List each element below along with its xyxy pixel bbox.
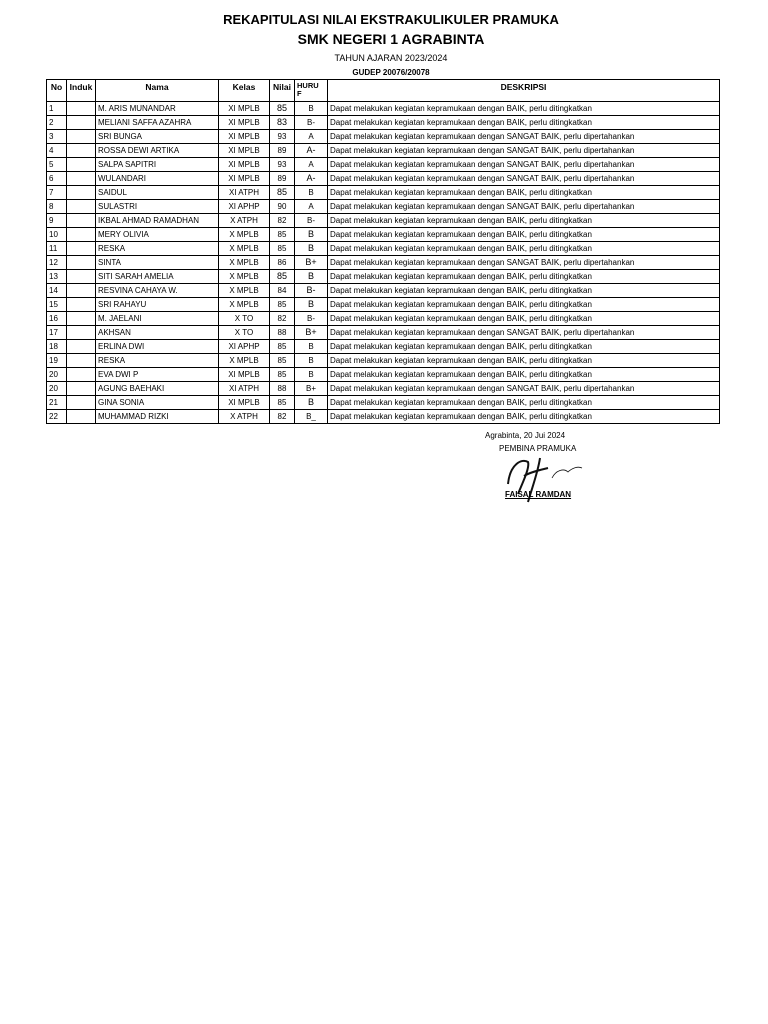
huruf-cell: A [295,158,328,172]
table-row [47,242,720,256]
nama-cell: MELIANI SAFFA AZAHRA [96,116,219,130]
induk-cell [67,214,96,228]
no-cell: 20 [47,368,67,382]
no-cell: 6 [47,172,67,186]
deskripsi-cell: Dapat melakukan kegiatan kepramukaan dengan SANGAT BAIK, perlu dipertahankan [328,144,720,158]
no-cell: 22 [47,410,67,424]
nilai-cell: 93 [270,158,295,172]
signatory-name: FAISAL RAMDAN [505,490,572,499]
nama-cell: SALPA SAPITRI [96,158,219,172]
nama-cell: SAIDUL [96,186,219,200]
nama-cell: M. ARIS MUNANDAR [96,102,219,116]
nama-cell: MERY OLIVIA [96,228,219,242]
table-row [47,410,720,424]
no-cell: 1 [47,102,67,116]
induk-cell [67,144,96,158]
nilai-cell: 85 [270,368,295,382]
kelas-cell: XI MPLB [219,396,270,410]
kelas-cell: X ATPH [219,214,270,228]
table-row [47,354,720,368]
table-row [47,172,720,186]
nama-cell: RESKA [96,242,219,256]
induk-cell [67,396,96,410]
table-row [47,326,720,340]
induk-cell [67,158,96,172]
nama-cell: SRI RAHAYU [96,298,219,312]
induk-cell [67,130,96,144]
col-no: No [47,80,67,102]
nilai-cell: 85 [270,242,295,256]
nilai-cell: 85 [270,270,295,284]
huruf-cell: B- [295,214,328,228]
deskripsi-cell: Dapat melakukan kegiatan kepramukaan dengan BAIK, perlu ditingkatkan [328,228,720,242]
deskripsi-cell: Dapat melakukan kegiatan kepramukaan dengan BAIK, perlu ditingkatkan [328,116,720,130]
induk-cell [67,270,96,284]
huruf-cell: B+ [295,256,328,270]
col-deskripsi: DESKRIPSI [328,80,720,102]
deskripsi-cell: Dapat melakukan kegiatan kepramukaan dengan SANGAT BAIK, perlu dipertahankan [328,172,720,186]
nama-cell: SULASTRI [96,200,219,214]
kelas-cell: XI MPLB [219,116,270,130]
huruf-cell: B [295,228,328,242]
nama-cell: RESKA [96,354,219,368]
deskripsi-cell: Dapat melakukan kegiatan kepramukaan dengan BAIK, perlu ditingkatkan [328,396,720,410]
no-cell: 11 [47,242,67,256]
signature-role: PEMBINA PRAMUKA [499,444,577,453]
nilai-cell: 85 [270,298,295,312]
huruf-cell: B+ [295,326,328,340]
table-row [47,298,720,312]
huruf-cell: B [295,368,328,382]
kelas-cell: XI APHP [219,200,270,214]
table-header-row [47,80,720,102]
no-cell: 20 [47,382,67,396]
deskripsi-cell: Dapat melakukan kegiatan kepramukaan dengan BAIK, perlu ditingkatkan [328,270,720,284]
induk-cell [67,368,96,382]
kelas-cell: X MPLB [219,284,270,298]
no-cell: 5 [47,158,67,172]
induk-cell [67,228,96,242]
kelas-cell: XI APHP [219,340,270,354]
huruf-cell: B [295,102,328,116]
grades-table [46,79,720,424]
deskripsi-cell: Dapat melakukan kegiatan kepramukaan dengan SANGAT BAIK, perlu dipertahankan [328,326,720,340]
table-row [47,116,720,130]
huruf-cell: B [295,298,328,312]
kelas-cell: X MPLB [219,298,270,312]
no-cell: 13 [47,270,67,284]
table-row [47,102,720,116]
table-row [47,200,720,214]
table-row [47,214,720,228]
kelas-cell: XI MPLB [219,130,270,144]
huruf-cell: B [295,270,328,284]
kelas-cell: X MPLB [219,228,270,242]
no-cell: 12 [47,256,67,270]
table-row [47,228,720,242]
nama-cell: RESVINA CAHAYA W. [96,284,219,298]
nama-cell: AGUNG BAEHAKI [96,382,219,396]
no-cell: 2 [47,116,67,130]
huruf-cell: B- [295,312,328,326]
no-cell: 3 [47,130,67,144]
deskripsi-cell: Dapat melakukan kegiatan kepramukaan dengan BAIK, perlu ditingkatkan [328,312,720,326]
deskripsi-cell: Dapat melakukan kegiatan kepramukaan dengan BAIK, perlu ditingkatkan [328,284,720,298]
table-row [47,144,720,158]
induk-cell [67,284,96,298]
nama-cell: GINA SONIA [96,396,219,410]
induk-cell [67,382,96,396]
induk-cell [67,298,96,312]
kelas-cell: XI ATPH [219,382,270,396]
table-body [47,102,720,424]
deskripsi-cell: Dapat melakukan kegiatan kepramukaan dengan BAIK, perlu ditingkatkan [328,214,720,228]
huruf-cell: B [295,340,328,354]
deskripsi-cell: Dapat melakukan kegiatan kepramukaan dengan SANGAT BAIK, perlu dipertahankan [328,130,720,144]
kelas-cell: XI MPLB [219,158,270,172]
nama-cell: SITI SARAH AMELIA [96,270,219,284]
table-row [47,130,720,144]
huruf-cell: A [295,200,328,214]
no-cell: 18 [47,340,67,354]
nama-cell: IKBAL AHMAD RAMADHAN [96,214,219,228]
deskripsi-cell: Dapat melakukan kegiatan kepramukaan dengan BAIK, perlu ditingkatkan [328,354,720,368]
induk-cell [67,354,96,368]
nilai-cell: 88 [270,382,295,396]
table-row [47,368,720,382]
no-cell: 17 [47,326,67,340]
col-nama: Nama [96,80,219,102]
nilai-cell: 85 [270,340,295,354]
nama-cell: MUHAMMAD RIZKI [96,410,219,424]
no-cell: 21 [47,396,67,410]
col-huruf: HURU F [295,80,328,102]
school-name: SMK NEGERI 1 AGRABINTA [297,31,485,47]
nilai-cell: 88 [270,326,295,340]
table-row [47,186,720,200]
no-cell: 16 [47,312,67,326]
kelas-cell: X MPLB [219,354,270,368]
nilai-cell: 82 [270,410,295,424]
nilai-cell: 85 [270,102,295,116]
table-row [47,256,720,270]
nilai-cell: 93 [270,130,295,144]
induk-cell [67,172,96,186]
huruf-cell: B [295,396,328,410]
nama-cell: EVA DWI P [96,368,219,382]
nama-cell: AKHSAN [96,326,219,340]
nilai-cell: 85 [270,354,295,368]
deskripsi-cell: Dapat melakukan kegiatan kepramukaan dengan BAIK, perlu ditingkatkan [328,102,720,116]
table-row [47,382,720,396]
signature-date: Agrabinta, 20 Jui 2024 [485,431,566,440]
nama-cell: SINTA [96,256,219,270]
induk-cell [67,410,96,424]
induk-cell [67,312,96,326]
kelas-cell: XI ATPH [219,186,270,200]
nama-cell: M. JAELANI [96,312,219,326]
deskripsi-cell: Dapat melakukan kegiatan kepramukaan dengan BAIK, perlu ditingkatkan [328,368,720,382]
table-row [47,158,720,172]
induk-cell [67,242,96,256]
deskripsi-cell: Dapat melakukan kegiatan kepramukaan dengan SANGAT BAIK, perlu dipertahankan [328,200,720,214]
induk-cell [67,256,96,270]
nama-cell: SRI BUNGA [96,130,219,144]
induk-cell [67,340,96,354]
kelas-cell: X MPLB [219,256,270,270]
nilai-cell: 84 [270,284,295,298]
table-row [47,270,720,284]
kelas-cell: X ATPH [219,410,270,424]
kelas-cell: X TO [219,312,270,326]
induk-cell [67,116,96,130]
nilai-cell: 89 [270,144,295,158]
deskripsi-cell: Dapat melakukan kegiatan kepramukaan dengan SANGAT BAIK, perlu dipertahankan [328,382,720,396]
deskripsi-cell: Dapat melakukan kegiatan kepramukaan dengan SANGAT BAIK, perlu dipertahankan [328,158,720,172]
huruf-cell: A- [295,144,328,158]
table-row [47,396,720,410]
deskripsi-cell: Dapat melakukan kegiatan kepramukaan dengan BAIK, perlu ditingkatkan [328,242,720,256]
nilai-cell: 82 [270,214,295,228]
huruf-cell: B- [295,284,328,298]
induk-cell [67,200,96,214]
induk-cell [67,102,96,116]
kelas-cell: XI MPLB [219,144,270,158]
deskripsi-cell: Dapat melakukan kegiatan kepramukaan dengan BAIK, perlu ditingkatkan [328,410,720,424]
no-cell: 19 [47,354,67,368]
nilai-cell: 89 [270,172,295,186]
kelas-cell: X MPLB [219,270,270,284]
no-cell: 7 [47,186,67,200]
kelas-cell: XI MPLB [219,172,270,186]
no-cell: 10 [47,228,67,242]
nilai-cell: 86 [270,256,295,270]
nama-cell: ERLINA DWI [96,340,219,354]
induk-cell [67,186,96,200]
no-cell: 8 [47,200,67,214]
nilai-cell: 85 [270,186,295,200]
huruf-cell: A- [295,172,328,186]
huruf-cell: B [295,242,328,256]
huruf-cell: B_ [295,410,328,424]
nilai-cell: 82 [270,312,295,326]
academic-year: TAHUN AJARAN 2023/2024 [334,53,448,63]
kelas-cell: X MPLB [219,242,270,256]
nilai-cell: 85 [270,228,295,242]
nilai-cell: 83 [270,116,295,130]
deskripsi-cell: Dapat melakukan kegiatan kepramukaan dengan BAIK, perlu ditingkatkan [328,298,720,312]
no-cell: 9 [47,214,67,228]
gudep-number: GUDEP 20076/20078 [352,68,430,77]
no-cell: 4 [47,144,67,158]
kelas-cell: X TO [219,326,270,340]
no-cell: 14 [47,284,67,298]
huruf-cell: B [295,186,328,200]
deskripsi-cell: Dapat melakukan kegiatan kepramukaan dengan BAIK, perlu ditingkatkan [328,340,720,354]
huruf-cell: B [295,354,328,368]
col-nilai: Nilai [270,80,295,102]
no-cell: 15 [47,298,67,312]
table-row [47,312,720,326]
table-row [47,284,720,298]
nama-cell: WULANDARI [96,172,219,186]
kelas-cell: XI MPLB [219,102,270,116]
nilai-cell: 90 [270,200,295,214]
nama-cell: ROSSA DEWI ARTIKA [96,144,219,158]
report-title: REKAPITULASI NILAI EKSTRAKULIKULER PRAMUKA [223,12,559,27]
nilai-cell: 85 [270,396,295,410]
huruf-cell: A [295,130,328,144]
induk-cell [67,326,96,340]
table-row [47,340,720,354]
kelas-cell: XI MPLB [219,368,270,382]
col-kelas: Kelas [219,80,270,102]
huruf-cell: B+ [295,382,328,396]
deskripsi-cell: Dapat melakukan kegiatan kepramukaan dengan SANGAT BAIK, perlu dipertahankan [328,256,720,270]
col-induk: Induk [67,80,96,102]
huruf-cell: B- [295,116,328,130]
deskripsi-cell: Dapat melakukan kegiatan kepramukaan dengan BAIK, perlu ditingkatkan [328,186,720,200]
